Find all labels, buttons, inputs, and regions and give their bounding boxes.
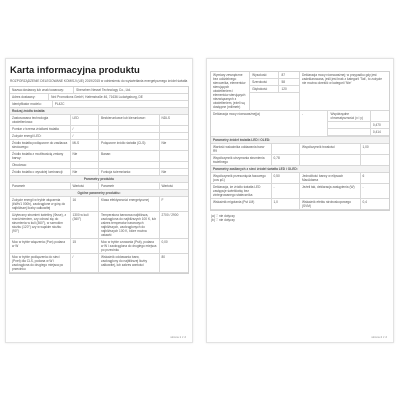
note-a: (a) '-' nie dotyczy [211,214,235,218]
table-row [211,184,389,199]
table-cell: NDLS [161,116,171,120]
table-cell: Jeżeli tak, deklaracja zastąpienia (W) [300,184,361,198]
dimensions-label: Wymiary zewnętrzne bez oddzielnego sterownika, elementów sterujących oświetleniem i elementów sterujących niezwiązanych z oświetleniem, jeżeli są dostępne (milimetr) [211,72,250,110]
table-cell [371,111,389,121]
led-params-heading: Parametry źródeł światła LED i OLED: [211,137,389,143]
table-cell: Nie [71,151,99,161]
table-cell: Nie [71,169,99,175]
chromaticity-row [328,129,389,136]
table-cell: 2700 / 2900 [161,213,179,217]
info-sheet-page-2 [206,58,394,343]
table-cell: Wartość wskaźnika oddawania barw R9 [211,144,272,154]
model-label: Identyfikator modelu: [10,101,53,107]
table-cell [328,129,370,135]
dimensions-table [250,72,300,110]
table-cell: Głębokość [250,86,279,92]
note-b: (b) '-' nie dotyczy [211,218,235,222]
chromaticity-row [328,122,389,129]
table-cell: 0,470 [372,123,381,127]
table-cell: Szerokość [250,79,279,85]
table-cell: Pomiar z trzema źródłami światła [10,126,71,132]
table-cell: 1300 w kuli (360°) [71,212,99,238]
table-cell: Wysokość [250,72,279,78]
page-footer: strona 2 z 2 [371,335,387,339]
table-cell: Klasa efektywności energetycznej [99,197,160,211]
address-label: Adres dostawcy: [10,94,49,100]
table-cell: 0,4 [362,200,367,204]
table-cell: Źródło światła z możliwością zmiany barwy: [10,151,71,161]
table-cell: 0,00 [161,240,168,244]
table-cell: MLS [71,140,99,150]
info-sheet-page-1 [5,58,193,343]
address-value: Nrd Promotions GmbH, Hafenstraße 46, 71636 Ludwigsburg, DE [51,95,143,99]
table-row [10,133,188,140]
table-cell [99,126,160,132]
table-cell [160,133,189,139]
table-cell: / [71,254,99,272]
table-cell: Jednolitość barwy w elipsach MacAdama [300,173,361,183]
table-row [211,199,389,210]
table-cell: Zastosowana technologia oświetleniowa: [10,115,71,125]
equivalent-power-label: Deklaracja mocy równoważnej(a) [211,111,300,136]
table-row [10,254,188,273]
table-cell: - [272,184,300,198]
chromaticity-block [328,111,389,136]
page-title: Karta informacyjna produktu [10,65,140,76]
table-cell: 0,50 [272,173,300,183]
dimension-row [250,72,299,79]
equivalent-power-value: - [300,111,328,136]
table-cell: - [362,185,364,189]
table-cell: LED [71,115,99,125]
table-cell: Współczynnik utrzymania strumienia świetlnego [211,155,272,165]
table-cell: 1,0 [272,199,300,209]
supplier-value: Shenzhen Nessel Technology Co., Ltd. [76,88,131,92]
chromaticity-row [328,111,389,122]
table-cell: Źródło światła o wysokiej luminancji: [10,169,71,175]
table-row [211,173,389,184]
table-row [10,169,188,176]
table-row [211,155,389,166]
table-cell: Użyteczny strumień świetlny (Φuse), z rozróżnieniem, czy odnosi się do strumienia w kuli (360°), w szerokim stożku (120°) czy w wąskim stożku (90°) [10,212,71,238]
model-value: PL42C [54,102,65,106]
table-cell: 120 [281,87,287,91]
table-cell: Wskaźnik oddawania barw, zaokrąglony do najbliższej liczby całkowitej, lub zakres wartości [99,254,160,272]
table-cell: Temperatura barwowa najbliższa, zaokrąglona do najbliższych 100 K, lub zakres temperatur barwowych najbliższych, zaokrąglonych do najbliższych 100 K, które można ustawić [99,212,160,238]
table-cell: / [71,133,99,139]
source-type-label: Rodzaj źródła światła: [10,108,188,114]
dimension-row [250,79,299,86]
table-cell: Moc w trybie czuwania (Psb), podana w W i zaokrąglona do drugiego miejsca po przecinku [99,239,160,253]
table-cell: Moc w trybie podłączenia do sieci (Pnet) dla CLS, podana w W i zaokrąglona do drugiego miejsca po przecinku [10,254,71,272]
table-row [10,162,188,169]
table-cell: / [71,126,99,132]
table-row [10,115,188,126]
table-cell: Połączone źródło światła (CLS): [99,140,160,150]
table-cell [272,144,300,154]
table-cell: Bezkierunkowe lub kierunkowe: [99,115,160,125]
table-cell: 58 [281,80,285,84]
table-row [10,151,188,162]
general-params-heading: Ogólne parametry produktu: [10,190,188,196]
table-cell: Funkcja ściemniania: [99,169,160,175]
table-cell [160,162,189,168]
table-cell: Współczynnik przesunięcia fazowego (cos φ1) [211,173,272,183]
table-row [10,140,188,151]
table-cell: Moc w trybie włączenia (Pon) podana w W [10,239,71,253]
table-cell: 16 [71,197,99,211]
table-cell: 15 [71,239,99,253]
table-cell [99,162,160,168]
table-cell: F [161,198,164,202]
table-cell: Źródło światła podłączone do zasilacza sieciowego: [10,140,71,150]
dimension-row [250,86,299,93]
mains-params-heading: Parametry zasilanych z sieci źródeł światła LED i OLED: [211,166,389,172]
table-cell: 0,414 [372,130,381,134]
table-cell: Nie [161,141,167,145]
table-cell [328,122,370,128]
table-row [211,144,389,155]
table-row [10,212,188,239]
supplier-label: Nazwa dostawcy lub znak towarowy: [10,87,74,93]
equivalence-note: Deklaracja mocy równoważnej; w przypadku gdy jest zadeklarowana, jeśli jest brak z kategorii 'Tak', to zużycie nie można określić w kategorii 'Nie' [301,73,383,85]
table-cell: Banan: [99,151,160,161]
table-cell: Zużycie energii LED: [10,133,71,139]
table-row [10,126,188,133]
table-cell [160,126,189,132]
table-row [10,197,188,212]
table-row [10,239,188,254]
table-cell [300,155,361,165]
table-cell: Wskaźnik migotania (Pst LM) [211,199,272,209]
table-cell: Współrzędne chromatyczności (x i y) [328,111,370,121]
regulation-text: ROZPORZĄDZENIE DELEGOWANE KOMISJI (UE) 2019/2015 w odniesieniu do wyświetlania energetycznego źródeł światła [10,79,188,83]
table-cell: Wskaźnik efektu stroboskopowego (SVM) [300,199,361,209]
table-cell: Zużycie energii w trybie włączenia (kWh/1 000h), zaokrąglone w górę do najbliższej liczby całkowitej [10,197,71,211]
table-cell [361,155,390,165]
table-cell: Nie [161,170,167,174]
table-cell: 87 [281,73,285,77]
page-footer: strona 1 z 2 [170,335,186,339]
table-cell: 80 [161,255,166,259]
table-cell: Współczynnik trwałości [300,144,361,154]
table-cell: 1,00 [362,145,369,149]
table-cell: 0,78 [272,155,300,165]
params-header-row: Parametr Wartość Parametr Wartość [10,183,188,190]
table-cell: Obudowa: [10,162,71,168]
table-cell [160,151,189,161]
table-cell: Deklaracja, że źródło światła LED zastępuje świetlówkę bez zintegrowanego statecznika [211,184,272,198]
table-cell [71,162,99,168]
table-cell [99,133,160,139]
params-heading: Parametry produktu [10,176,188,182]
table-cell: 6 [362,174,365,178]
